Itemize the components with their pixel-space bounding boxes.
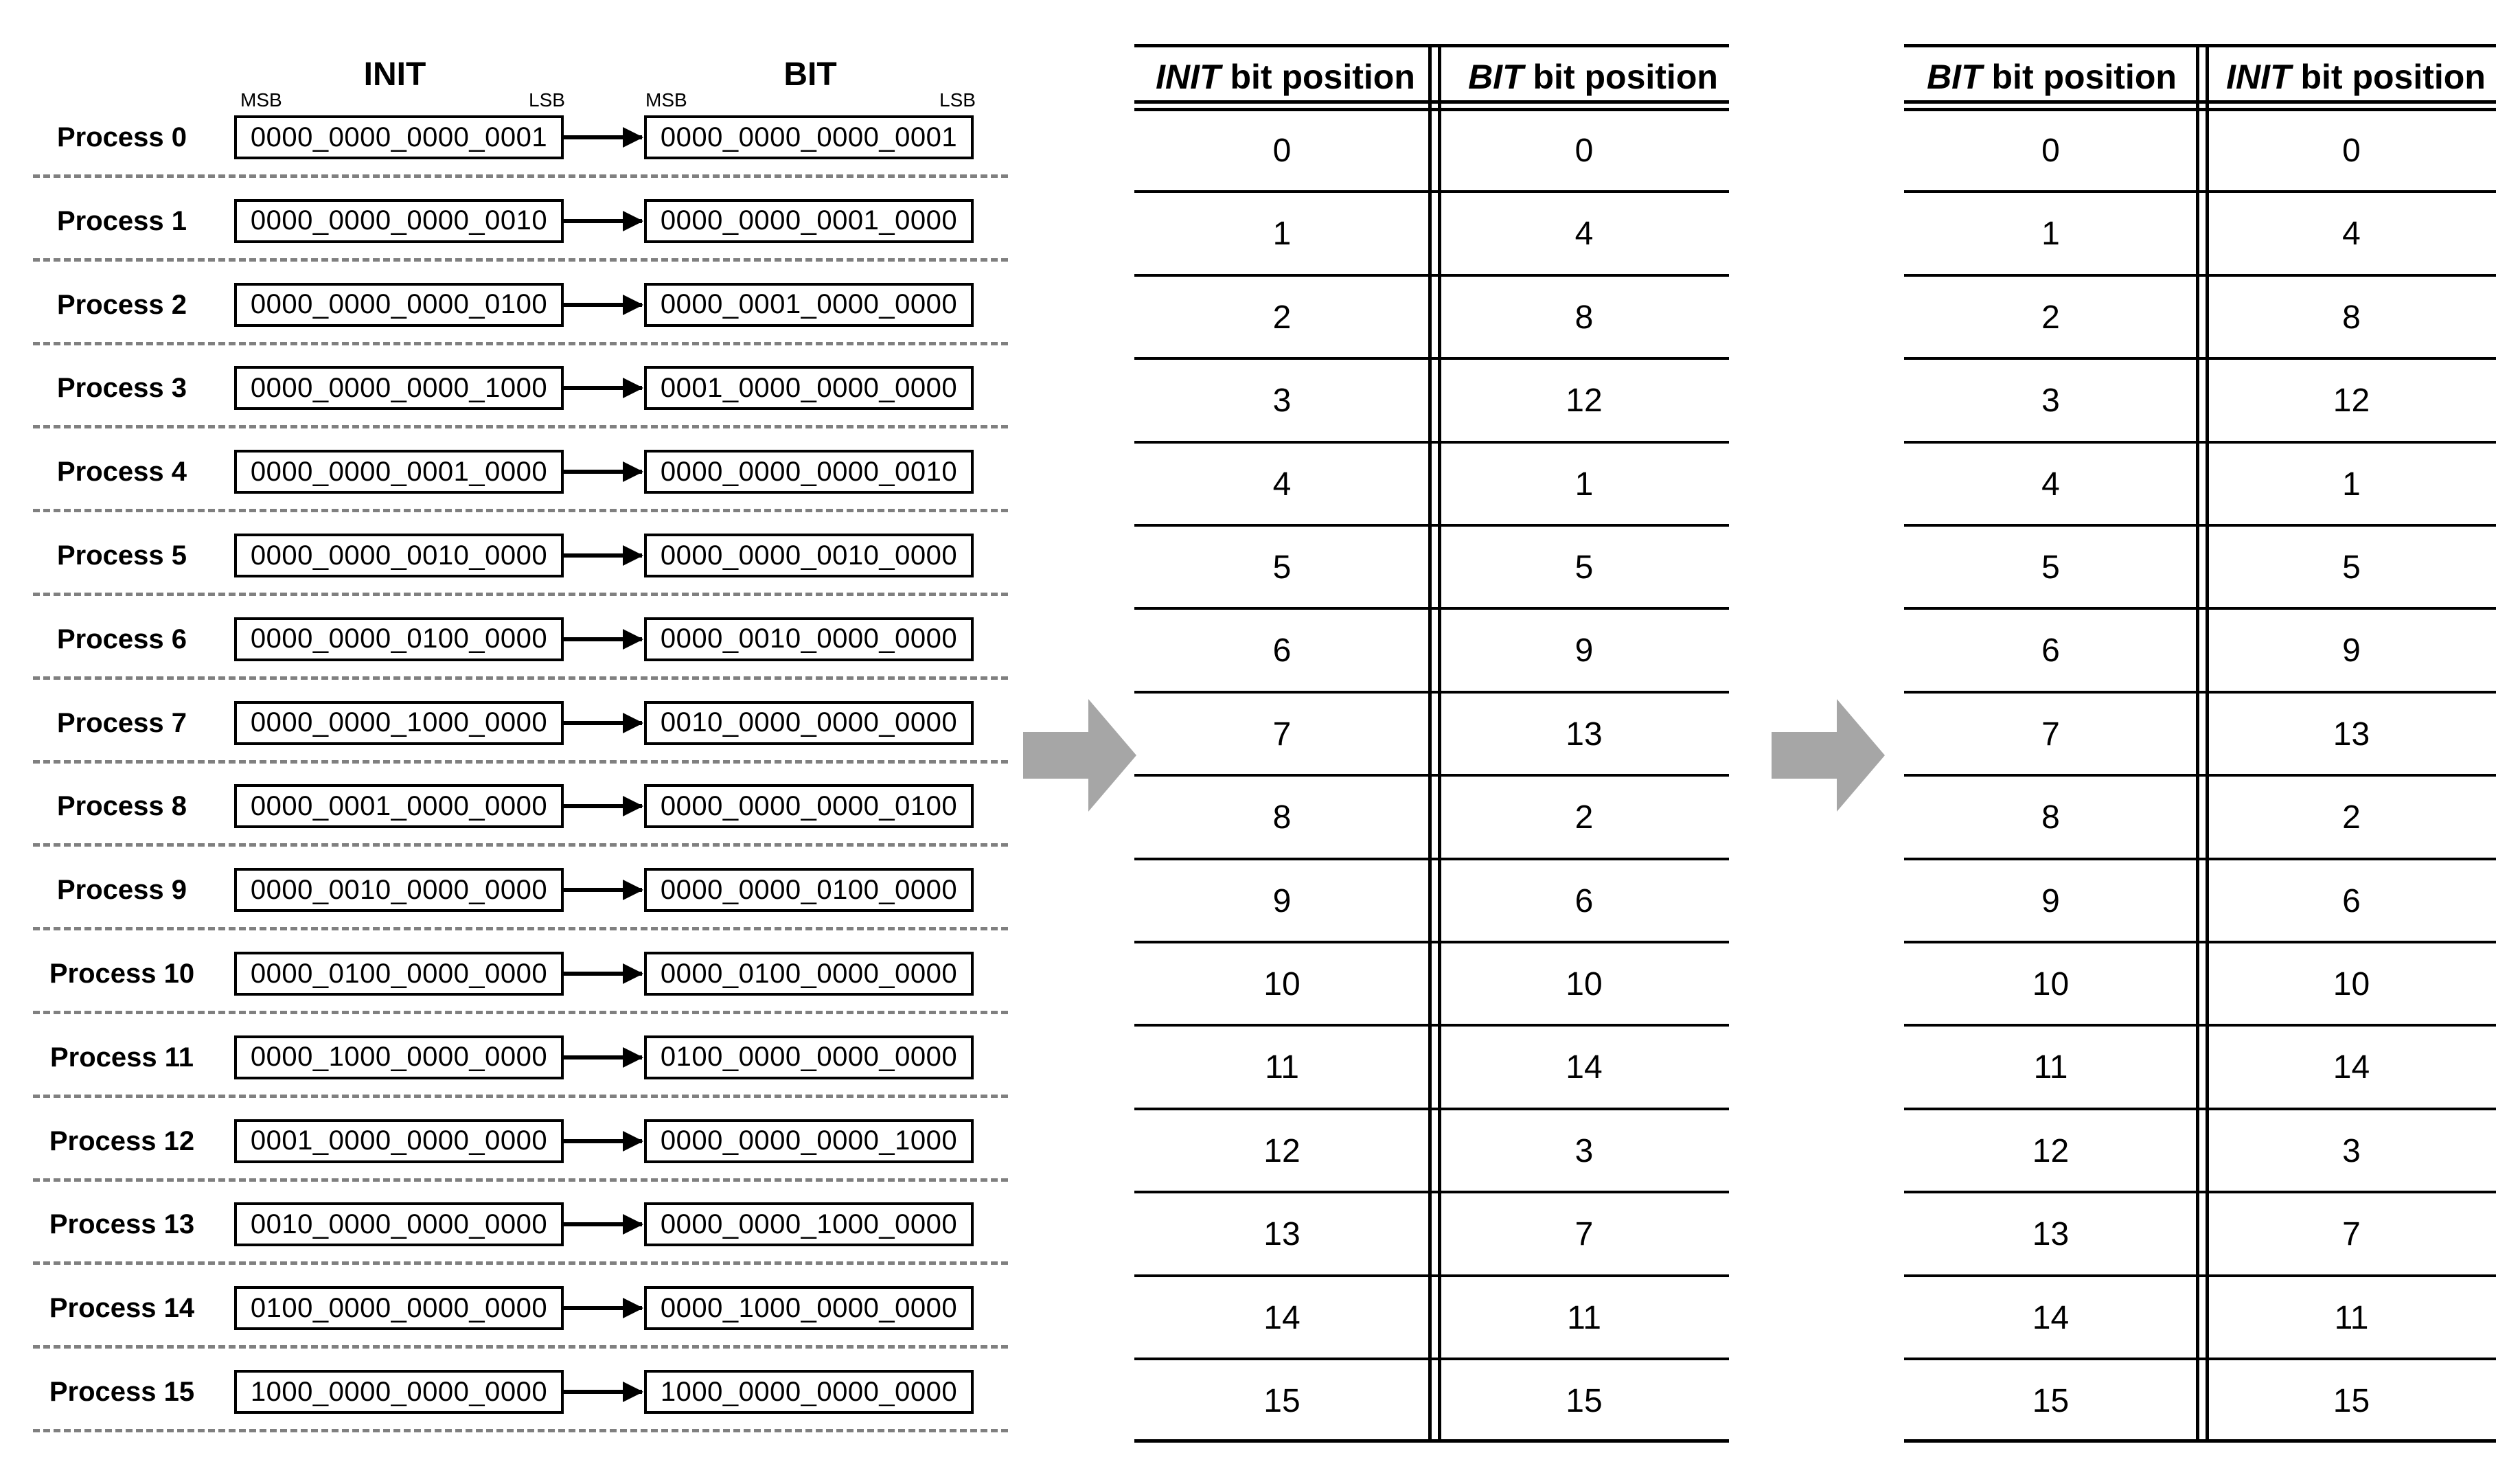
table-row-rule bbox=[1904, 441, 2496, 444]
table-bottom-rule bbox=[1904, 1439, 2496, 1443]
row-separator bbox=[33, 1011, 1008, 1014]
mapping-arrow-icon bbox=[564, 804, 642, 808]
row-separator bbox=[33, 676, 1008, 680]
table-cell: 1 bbox=[1272, 216, 1292, 253]
table-row-rule bbox=[1134, 1024, 1729, 1027]
init-value-box: 0000_0000_0010_0000 bbox=[234, 534, 564, 577]
init-value-box: 0000_0000_0000_0001 bbox=[234, 115, 564, 159]
process-label: Process 0 bbox=[56, 122, 187, 152]
table-cell: 12 bbox=[1566, 382, 1603, 420]
bit-value-box: 0000_1000_0000_0000 bbox=[644, 1286, 974, 1330]
table-cell: 0 bbox=[2342, 133, 2361, 169]
process-label: Process 1 bbox=[56, 205, 187, 236]
row-separator bbox=[33, 509, 1008, 512]
table-top-rule bbox=[1904, 44, 2496, 47]
table-cell: 9 bbox=[2342, 632, 2361, 669]
table-cell: 0 bbox=[1272, 133, 1292, 169]
mapping-arrow-icon bbox=[564, 1390, 642, 1394]
table-row-rule bbox=[1904, 1024, 2496, 1027]
init-value-box: 0000_0000_0100_0000 bbox=[234, 617, 564, 661]
table-row-rule bbox=[1134, 190, 1729, 193]
row-separator bbox=[33, 1178, 1008, 1182]
table-cell: 12 bbox=[2333, 382, 2370, 420]
table-row-rule bbox=[1904, 607, 2496, 610]
table-cell: 10 bbox=[1566, 966, 1603, 1003]
table-row-rule bbox=[1134, 524, 1729, 527]
init-value-box: 0000_0100_0000_0000 bbox=[234, 952, 564, 996]
table-cell: 10 bbox=[1263, 966, 1301, 1003]
row-separator bbox=[33, 1345, 1008, 1349]
bit-value-box: 0000_0000_0000_0010 bbox=[644, 450, 974, 494]
table-cell: 13 bbox=[2032, 1216, 2070, 1253]
process-label: Process 10 bbox=[49, 959, 195, 989]
init-value-box: 0000_0000_0001_0000 bbox=[234, 450, 564, 494]
table-cell: 12 bbox=[2032, 1132, 2070, 1169]
mapping-arrow-icon bbox=[564, 1055, 642, 1060]
table-cell: 8 bbox=[2342, 299, 2361, 336]
table-row-rule bbox=[1134, 858, 1729, 860]
init-value-box: 0000_0000_0000_1000 bbox=[234, 366, 564, 410]
mapping-arrow-icon bbox=[564, 553, 642, 558]
table-header-rule bbox=[1134, 100, 1729, 104]
init-value-box: 0000_0001_0000_0000 bbox=[234, 784, 564, 828]
row-separator bbox=[33, 1429, 1008, 1432]
table-cell: 8 bbox=[1574, 299, 1594, 336]
init-value-box: 0000_1000_0000_0000 bbox=[234, 1035, 564, 1079]
table-cell: 14 bbox=[1566, 1049, 1603, 1086]
table-row-rule bbox=[1904, 941, 2496, 943]
table-row-rule bbox=[1904, 524, 2496, 527]
table-cell: 15 bbox=[2032, 1383, 2070, 1419]
process-label: Process 15 bbox=[49, 1377, 195, 1407]
table-cell: 7 bbox=[2041, 715, 2060, 753]
process-label: Process 12 bbox=[49, 1125, 195, 1156]
process-label: Process 5 bbox=[56, 540, 187, 571]
table-row-rule bbox=[1904, 774, 2496, 777]
table-row-rule bbox=[1134, 774, 1729, 777]
table-cell: 10 bbox=[2333, 966, 2370, 1003]
table-cell: 8 bbox=[2041, 799, 2060, 836]
table-cell: 0 bbox=[1574, 133, 1594, 169]
mapping-arrow-icon bbox=[564, 219, 642, 223]
table-cell: 1 bbox=[2342, 466, 2361, 503]
table-cell: 3 bbox=[1574, 1132, 1594, 1169]
table-row-rule bbox=[1904, 1274, 2496, 1277]
table-cell: 14 bbox=[2333, 1049, 2370, 1086]
table-cell: 2 bbox=[2342, 799, 2361, 836]
mapping-arrow-icon bbox=[564, 637, 642, 641]
table-cell: 6 bbox=[2342, 882, 2361, 919]
init-value-box: 0000_0000_1000_0000 bbox=[234, 701, 564, 745]
table-cell: 7 bbox=[1574, 1216, 1594, 1253]
init-value-box: 0001_0000_0000_0000 bbox=[234, 1119, 564, 1163]
process-label: Process 9 bbox=[56, 875, 187, 906]
mapping-arrow-icon bbox=[564, 888, 642, 892]
table-cell: 13 bbox=[1566, 715, 1603, 753]
row-separator bbox=[33, 258, 1008, 262]
process-label: Process 3 bbox=[56, 373, 187, 404]
table-cell: 14 bbox=[2032, 1299, 2070, 1336]
init-value-box: 1000_0000_0000_0000 bbox=[234, 1370, 564, 1414]
table-cell: 2 bbox=[1272, 299, 1292, 336]
table-cell: 1 bbox=[2041, 216, 2060, 253]
bit-value-box: 0100_0000_0000_0000 bbox=[644, 1035, 974, 1079]
table-cell: 4 bbox=[2342, 216, 2361, 253]
table-cell: 9 bbox=[1272, 882, 1292, 919]
table-cell: 1 bbox=[1574, 466, 1594, 503]
row-separator bbox=[33, 927, 1008, 930]
table-cell: 12 bbox=[1263, 1132, 1301, 1169]
row-separator bbox=[33, 342, 1008, 345]
process-label: Process 7 bbox=[56, 707, 187, 738]
bit-value-box: 0000_0000_1000_0000 bbox=[644, 1202, 974, 1246]
bit-value-box: 0000_0000_0000_0001 bbox=[644, 115, 974, 159]
table-cell: 10 bbox=[2032, 966, 2070, 1003]
bit-value-box: 0000_0000_0000_0100 bbox=[644, 784, 974, 828]
table-cell: 11 bbox=[2334, 1299, 2369, 1336]
table-cell: 5 bbox=[1272, 549, 1292, 586]
bit-lsb-label: LSB bbox=[939, 89, 976, 111]
table-cell: 8 bbox=[1272, 799, 1292, 836]
init-value-box: 0000_0000_0000_0100 bbox=[234, 283, 564, 327]
table-row-rule bbox=[1134, 357, 1729, 360]
table-row-rule bbox=[1904, 357, 2496, 360]
bit-value-box: 0000_0000_0001_0000 bbox=[644, 199, 974, 243]
table-top-rule bbox=[1134, 44, 1729, 47]
mapping-arrow-icon bbox=[564, 1306, 642, 1310]
bit-header: BIT bbox=[783, 56, 837, 93]
table-cell: 4 bbox=[1272, 466, 1292, 503]
table-cell: 15 bbox=[1263, 1383, 1301, 1419]
table-cell: 9 bbox=[1574, 632, 1594, 669]
table-cell: 4 bbox=[2041, 466, 2060, 503]
mapping-arrow-icon bbox=[564, 386, 642, 390]
table-cell: 9 bbox=[2041, 882, 2060, 919]
mapping-arrow-icon bbox=[564, 972, 642, 976]
table-cell: 11 bbox=[1265, 1049, 1299, 1086]
init-value-box: 0100_0000_0000_0000 bbox=[234, 1286, 564, 1330]
process-label: Process 2 bbox=[56, 289, 187, 320]
mapping-arrow-icon bbox=[564, 470, 642, 474]
table-header-col2: BIT bit position bbox=[1468, 58, 1718, 96]
table-cell: 6 bbox=[2041, 632, 2060, 669]
row-separator bbox=[33, 1095, 1008, 1098]
table-row-rule bbox=[1134, 607, 1729, 610]
table-row-rule bbox=[1134, 941, 1729, 943]
table-row-rule bbox=[1134, 441, 1729, 444]
table-row-rule bbox=[1134, 1274, 1729, 1277]
table-header-col1: BIT bit position bbox=[1927, 58, 2177, 96]
table-header-col1: INIT bit position bbox=[1156, 58, 1415, 96]
process-label: Process 6 bbox=[56, 623, 187, 654]
table-cell: 6 bbox=[1272, 632, 1292, 669]
table-header-col2: INIT bit position bbox=[2226, 58, 2486, 96]
process-label: Process 14 bbox=[49, 1293, 195, 1324]
table-row-rule bbox=[1904, 1358, 2496, 1360]
bit-value-box: 0000_0000_0100_0000 bbox=[644, 868, 974, 912]
bit-msb-label: MSB bbox=[645, 89, 687, 111]
process-label: Process 8 bbox=[56, 791, 187, 822]
table-cell: 6 bbox=[1574, 882, 1594, 919]
table-row-rule bbox=[1904, 190, 2496, 193]
table-cell: 11 bbox=[1567, 1299, 1601, 1336]
table-cell: 15 bbox=[2333, 1383, 2370, 1419]
row-separator bbox=[33, 593, 1008, 596]
process-label: Process 4 bbox=[56, 457, 187, 488]
table-row-rule bbox=[1904, 691, 2496, 694]
table-cell: 3 bbox=[2342, 1132, 2361, 1169]
table-row-rule bbox=[1134, 1108, 1729, 1110]
table-cell: 14 bbox=[1263, 1299, 1301, 1336]
row-separator bbox=[33, 425, 1008, 428]
table-cell: 5 bbox=[2041, 549, 2060, 586]
table-row-rule bbox=[1134, 274, 1729, 277]
process-label: Process 13 bbox=[49, 1209, 195, 1240]
table-cell: 11 bbox=[2033, 1049, 2068, 1086]
flow-arrow-icon bbox=[1023, 699, 1140, 816]
init-value-box: 0000_0000_0000_0010 bbox=[234, 199, 564, 243]
table-row-rule bbox=[1134, 691, 1729, 694]
flow-arrow-icon bbox=[1772, 699, 1888, 816]
table-cell: 2 bbox=[1574, 799, 1594, 836]
mapping-arrow-icon bbox=[564, 1222, 642, 1226]
table-bottom-rule bbox=[1134, 1439, 1729, 1443]
table-header-rule bbox=[1904, 108, 2496, 111]
table-row-rule bbox=[1904, 274, 2496, 277]
bit-value-box: 0000_0000_0010_0000 bbox=[644, 534, 974, 577]
mapping-arrow-icon bbox=[564, 721, 642, 725]
table-header-rule bbox=[1134, 108, 1729, 111]
row-separator bbox=[33, 843, 1008, 847]
bit-value-box: 0010_0000_0000_0000 bbox=[644, 701, 974, 745]
row-separator bbox=[33, 1261, 1008, 1265]
bit-value-box: 0000_0100_0000_0000 bbox=[644, 952, 974, 996]
bit-value-box: 1000_0000_0000_0000 bbox=[644, 1370, 974, 1414]
init-header: INIT bbox=[363, 56, 426, 93]
table-cell: 3 bbox=[2041, 382, 2060, 420]
table-cell: 7 bbox=[1272, 715, 1292, 753]
table-cell: 0 bbox=[2041, 133, 2060, 169]
init-value-box: 0010_0000_0000_0000 bbox=[234, 1202, 564, 1246]
table-row-rule bbox=[1134, 1358, 1729, 1360]
bit-value-box: 0000_0001_0000_0000 bbox=[644, 283, 974, 327]
table-cell: 5 bbox=[1574, 549, 1594, 586]
table-cell: 5 bbox=[2342, 549, 2361, 586]
table-cell: 7 bbox=[2342, 1216, 2361, 1253]
table-cell: 2 bbox=[2041, 299, 2060, 336]
init-value-box: 0000_0010_0000_0000 bbox=[234, 868, 564, 912]
init-msb-label: MSB bbox=[240, 89, 282, 111]
table-cell: 13 bbox=[1263, 1216, 1301, 1253]
table-cell: 4 bbox=[1574, 216, 1594, 253]
table-row-rule bbox=[1904, 858, 2496, 860]
table-row-rule bbox=[1904, 1191, 2496, 1193]
mapping-arrow-icon bbox=[564, 303, 642, 307]
row-separator bbox=[33, 760, 1008, 764]
process-label: Process 11 bbox=[49, 1042, 194, 1073]
row-separator bbox=[33, 174, 1008, 178]
bit-value-box: 0001_0000_0000_0000 bbox=[644, 366, 974, 410]
table-cell: 13 bbox=[2333, 715, 2370, 753]
mapping-arrow-icon bbox=[564, 135, 642, 139]
table-row-rule bbox=[1904, 1108, 2496, 1110]
init-lsb-label: LSB bbox=[529, 89, 565, 111]
table-cell: 15 bbox=[1566, 1383, 1603, 1419]
table-header-rule bbox=[1904, 100, 2496, 104]
bit-value-box: 0000_0010_0000_0000 bbox=[644, 617, 974, 661]
table-row-rule bbox=[1134, 1191, 1729, 1193]
mapping-arrow-icon bbox=[564, 1139, 642, 1143]
bit-value-box: 0000_0000_0000_1000 bbox=[644, 1119, 974, 1163]
table-cell: 3 bbox=[1272, 382, 1292, 420]
